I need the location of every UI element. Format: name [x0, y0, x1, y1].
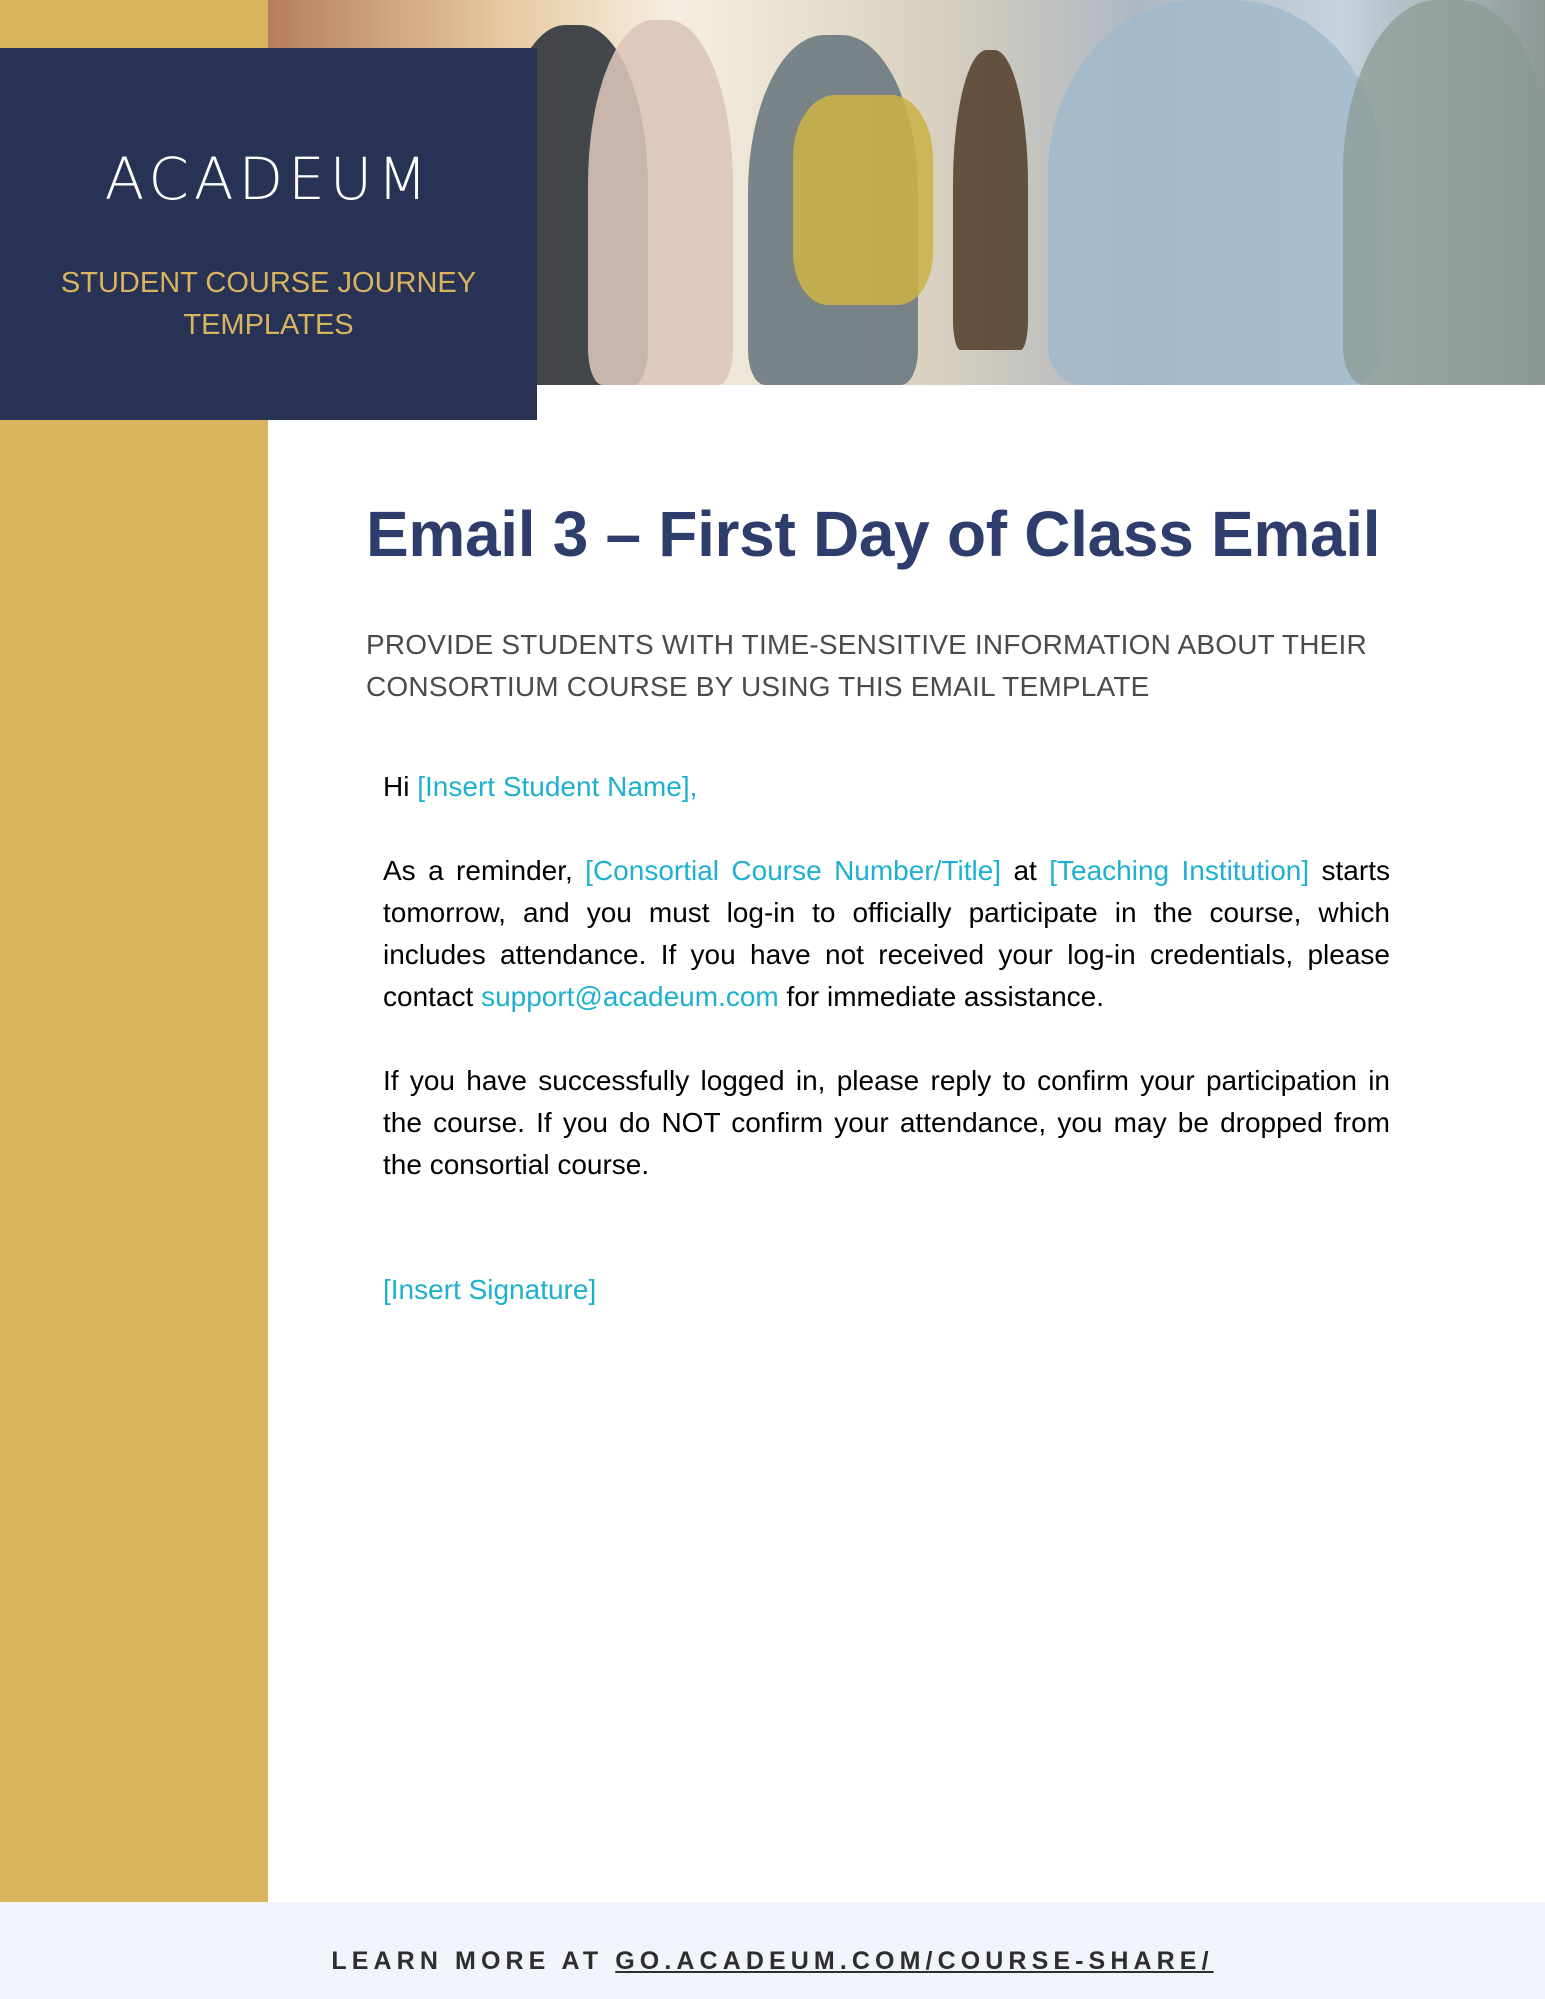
greeting-prefix: Hi: [383, 771, 418, 802]
intro-text: [366, 624, 1406, 708]
intro-line-2: CONSORTIUM COURSE BY USING THIS EMAIL TEMPLATE: [366, 671, 1150, 702]
course-placeholder: [Consortial Course Number/Title]: [585, 855, 1002, 886]
signature-placeholder: [383, 1269, 1390, 1311]
brand-panel: [0, 48, 537, 420]
reminder-intro: As a reminder,: [383, 855, 586, 886]
institution-placeholder: [Teaching Institution]: [1049, 855, 1310, 886]
subtitle-line-2: TEMPLATES: [183, 309, 354, 341]
learn-more-footer: [0, 1946, 1545, 1976]
signature-text: [Insert Signature]: [383, 1274, 597, 1305]
page-title: Email 3 – First Day of Class Email: [366, 498, 1381, 570]
subtitle-line-1: STUDENT COURSE JOURNEY: [60, 267, 477, 299]
email-body: [383, 766, 1390, 1311]
reminder-details: starts tomorrow, and you must log-in to officially participate in the course, which includes attendance. If you have not received your log-in credentials, please contact: [383, 855, 1390, 1012]
confirmation-paragraph: If you have successfully logged in, please reply to confirm your participation in the course. If you do NOT confirm your attendance, you may be dropped from the consortial course.: [383, 1065, 1390, 1180]
academ-logo: ACADEUM: [104, 145, 433, 213]
email-greeting: [383, 766, 1390, 808]
learn-more-label: LEARN MORE AT: [331, 1947, 616, 1975]
course-share-link[interactable]: GO.ACADEUM.COM/COURSE-SHARE/: [615, 1947, 1214, 1975]
intro-line-1: PROVIDE STUDENTS WITH TIME-SENSITIVE INFORMATION ABOUT THEIR: [366, 629, 1367, 660]
reminder-at: at: [1001, 855, 1050, 886]
reminder-end: for immediate assistance.: [778, 981, 1104, 1012]
student-name-placeholder: [Insert Student Name],: [417, 771, 698, 802]
reminder-paragraph: [383, 850, 1390, 1018]
support-email-link[interactable]: support@acadeum.com: [481, 981, 779, 1012]
template-subtitle: [40, 262, 497, 346]
